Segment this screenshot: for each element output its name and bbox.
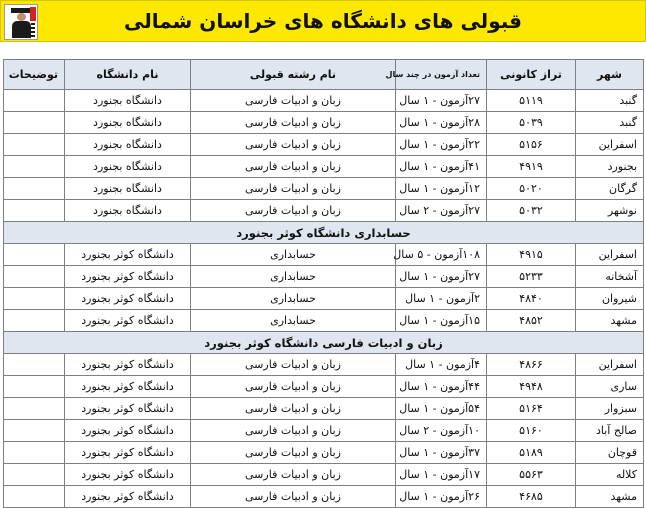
cell-university: دانشگاه کوثر بجنورد [65,244,191,266]
table-row [4,288,644,310]
cell-exams: ۲۷آزمون - ۱ سال [396,266,487,288]
table-row [4,398,644,420]
cell-notes [4,486,65,508]
section-title: حسابداری دانشگاه کوثر بجنورد [4,222,644,244]
cell-university: دانشگاه بجنورد [65,90,191,112]
cell-university: دانشگاه کوثر بجنورد [65,398,191,420]
cell-university: دانشگاه کوثر بجنورد [65,354,191,376]
table-row [4,310,644,332]
cell-field: زبان و ادبیات فارسی [191,354,396,376]
cell-university: دانشگاه بجنورد [65,178,191,200]
header-notes: توضیحات [4,60,65,90]
cell-score: ۵۲۳۳ [487,266,576,288]
cell-city: نوشهر [576,200,644,222]
cell-notes [4,310,65,332]
cell-city: اسفراین [576,134,644,156]
cell-exams: ۱۵آزمون - ۱ سال [396,310,487,332]
header-score: تراز کانونی [487,60,576,90]
cell-university: دانشگاه کوثر بجنورد [65,420,191,442]
cell-city: بجنورد [576,156,644,178]
table-row [4,442,644,464]
cell-university: دانشگاه کوثر بجنورد [65,288,191,310]
header-university: نام دانشگاه [65,60,191,90]
cell-score: ۴۹۱۵ [487,244,576,266]
cell-notes [4,398,65,420]
cell-score: ۴۹۴۸ [487,376,576,398]
header-exams: تعداد آزمون در چند سال [396,60,487,90]
cell-city: مشهد [576,486,644,508]
cell-notes [4,464,65,486]
cell-exams: ۱۰آزمون - ۲ سال [396,420,487,442]
page-title: قبولی های دانشگاه های خراسان شمالی [124,9,522,33]
table-row [4,486,644,508]
cell-exams: ۲۶آزمون - ۱ سال [396,486,487,508]
cell-score: ۵۱۶۴ [487,398,576,420]
cell-field: زبان و ادبیات فارسی [191,442,396,464]
cell-city: سبزوار [576,398,644,420]
graduate-logo-icon [4,4,38,40]
cell-city: قوچان [576,442,644,464]
cell-score: ۵۰۲۰ [487,178,576,200]
cell-exams: ۲آزمون - ۱ سال [396,288,487,310]
cell-notes [4,156,65,178]
cell-university: دانشگاه کوثر بجنورد [65,266,191,288]
cell-field: زبان و ادبیات فارسی [191,178,396,200]
cell-score: ۴۸۶۶ [487,354,576,376]
cell-exams: ۱۰۸آزمون - ۵ سال [396,244,487,266]
cell-score: ۴۹۱۹ [487,156,576,178]
cell-university: دانشگاه بجنورد [65,112,191,134]
cell-city: اسفراین [576,244,644,266]
cell-city: آشخانه [576,266,644,288]
cell-city: اسفراین [576,354,644,376]
section-title: زبان و ادبیات فارسی دانشگاه کوثر بجنورد [4,332,644,354]
cell-score: ۵۱۱۹ [487,90,576,112]
cell-university: دانشگاه کوثر بجنورد [65,442,191,464]
cell-university: دانشگاه بجنورد [65,200,191,222]
cell-score: ۵۵۶۳ [487,464,576,486]
cell-notes [4,288,65,310]
cell-notes [4,178,65,200]
cell-exams: ۴آزمون - ۱ سال [396,354,487,376]
cell-score: ۵۱۵۶ [487,134,576,156]
cell-field: حسابداری [191,244,396,266]
cell-field: زبان و ادبیات فارسی [191,200,396,222]
cell-notes [4,376,65,398]
admissions-table [3,59,644,508]
cell-score: ۴۸۵۲ [487,310,576,332]
cell-field: زبان و ادبیات فارسی [191,134,396,156]
cell-field: حسابداری [191,310,396,332]
cell-city: ساری [576,376,644,398]
cell-university: دانشگاه بجنورد [65,156,191,178]
cell-city: گنبد [576,112,644,134]
cell-score: ۵۱۶۰ [487,420,576,442]
table-row [4,200,644,222]
cell-exams: ۲۲آزمون - ۱ سال [396,134,487,156]
cell-exams: ۵۴آزمون - ۱ سال [396,398,487,420]
title-bar [0,0,646,42]
cell-notes [4,134,65,156]
cell-city: صالح آباد [576,420,644,442]
table-row [4,178,644,200]
table-row [4,354,644,376]
cell-notes [4,420,65,442]
cell-city: گنبد [576,90,644,112]
cell-score: ۴۸۴۰ [487,288,576,310]
cell-notes [4,354,65,376]
cell-field: زبان و ادبیات فارسی [191,376,396,398]
header-city: شهر [576,60,644,90]
cell-notes [4,442,65,464]
cell-field: حسابداری [191,266,396,288]
table-row [4,112,644,134]
cell-field: زبان و ادبیات فارسی [191,398,396,420]
table-row [4,266,644,288]
cell-score: ۵۰۳۲ [487,200,576,222]
cell-field: حسابداری [191,288,396,310]
cell-exams: ۴۴آزمون - ۱ سال [396,376,487,398]
cell-city: گرگان [576,178,644,200]
table-body [4,90,644,508]
table-row [4,134,644,156]
cell-city: مشهد [576,310,644,332]
table-header-row [4,60,644,90]
section-header-row [4,222,644,244]
cell-field: زبان و ادبیات فارسی [191,112,396,134]
header-field: نام رشته قبولی [191,60,396,90]
table-row [4,244,644,266]
table-row [4,156,644,178]
cell-field: زبان و ادبیات فارسی [191,156,396,178]
cell-university: دانشگاه کوثر بجنورد [65,486,191,508]
cell-exams: ۱۲آزمون - ۱ سال [396,178,487,200]
cell-exams: ۳۷آزمون - ۱ سال [396,442,487,464]
cell-exams: ۲۷آزمون - ۲ سال [396,200,487,222]
table-row [4,420,644,442]
cell-exams: ۴۱آزمون - ۱ سال [396,156,487,178]
cell-score: ۴۶۸۵ [487,486,576,508]
table-row [4,376,644,398]
cell-university: دانشگاه بجنورد [65,134,191,156]
cell-notes [4,200,65,222]
table-row [4,90,644,112]
cell-exams: ۱۷آزمون - ۱ سال [396,464,487,486]
cell-notes [4,244,65,266]
cell-notes [4,266,65,288]
cell-exams: ۲۷آزمون - ۱ سال [396,90,487,112]
cell-notes [4,90,65,112]
cell-city: کلاله [576,464,644,486]
cell-score: ۵۰۳۹ [487,112,576,134]
cell-university: دانشگاه کوثر بجنورد [65,376,191,398]
section-header-row [4,332,644,354]
table-row [4,464,644,486]
cell-field: زبان و ادبیات فارسی [191,464,396,486]
cell-field: زبان و ادبیات فارسی [191,486,396,508]
cell-exams: ۲۸آزمون - ۱ سال [396,112,487,134]
cell-city: شیروان [576,288,644,310]
cell-university: دانشگاه کوثر بجنورد [65,464,191,486]
cell-score: ۵۱۸۹ [487,442,576,464]
cell-university: دانشگاه کوثر بجنورد [65,310,191,332]
cell-field: زبان و ادبیات فارسی [191,420,396,442]
cell-field: زبان و ادبیات فارسی [191,90,396,112]
cell-notes [4,112,65,134]
